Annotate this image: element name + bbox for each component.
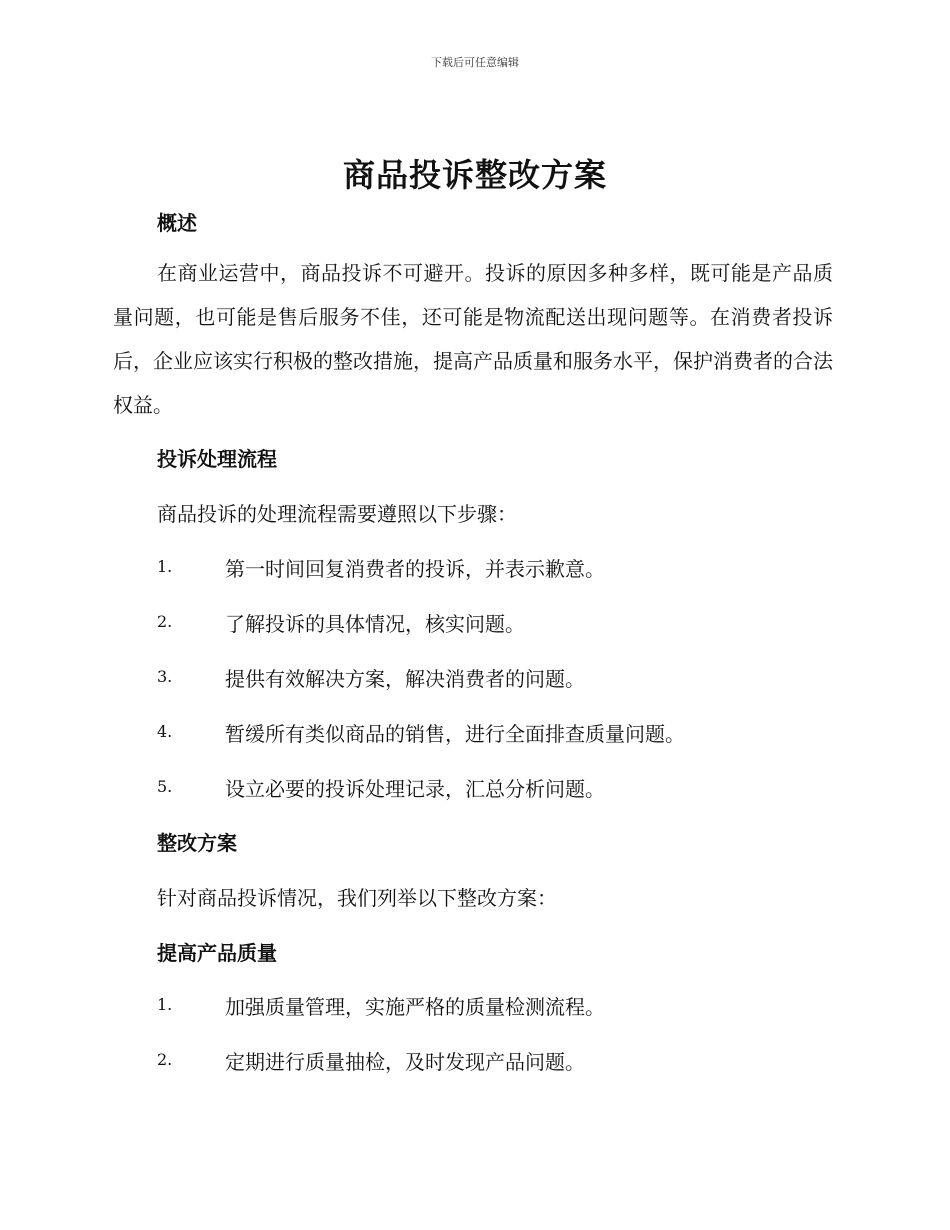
list-text: 提供有效解决方案，解决消费者的问题。 xyxy=(225,667,585,691)
list-number: 2. xyxy=(157,1050,173,1069)
header-note: 下载后可任意编辑 xyxy=(431,56,519,69)
overview-paragraph: 在商业运营中，商品投诉不可避开。投诉的原因多种多样，既可能是产品质量问题，也可能是售后服务不佳，还可能是物流配送出现问题等。在消费者投诉后，企业应该实行积极的整改措施，提高产品质量和服务水平，保护消费者的合法权益。 xyxy=(113,261,833,417)
list-number: 1. xyxy=(157,995,173,1014)
list-number: 1. xyxy=(157,557,173,576)
list-text: 暂缓所有类似商品的销售，进行全面排查质量问题。 xyxy=(225,722,685,746)
list-text: 定期进行质量抽检，及时发现产品问题。 xyxy=(225,1050,585,1074)
list-number: 2. xyxy=(157,612,173,631)
heading-plan: 整改方案 xyxy=(157,831,237,855)
list-text: 加强质量管理，实施严格的质量检测流程。 xyxy=(225,995,605,1019)
list-text: 第一时间回复消费者的投诉，并表示歉意。 xyxy=(225,557,605,581)
list-number: 4. xyxy=(157,722,173,741)
plan-intro: 针对商品投诉情况，我们列举以下整改方案： xyxy=(157,886,557,910)
list-number: 5. xyxy=(157,777,173,796)
process-intro: 商品投诉的处理流程需要遵照以下步骤： xyxy=(157,502,517,526)
list-number: 3. xyxy=(157,667,173,686)
list-text: 设立必要的投诉处理记录，汇总分析问题。 xyxy=(225,777,605,801)
heading-quality: 提高产品质量 xyxy=(157,941,277,965)
heading-process: 投诉处理流程 xyxy=(157,447,277,471)
heading-overview: 概述 xyxy=(157,211,197,235)
document-title: 商品投诉整改方案 xyxy=(342,156,607,194)
list-text: 了解投诉的具体情况，核实问题。 xyxy=(225,612,525,636)
